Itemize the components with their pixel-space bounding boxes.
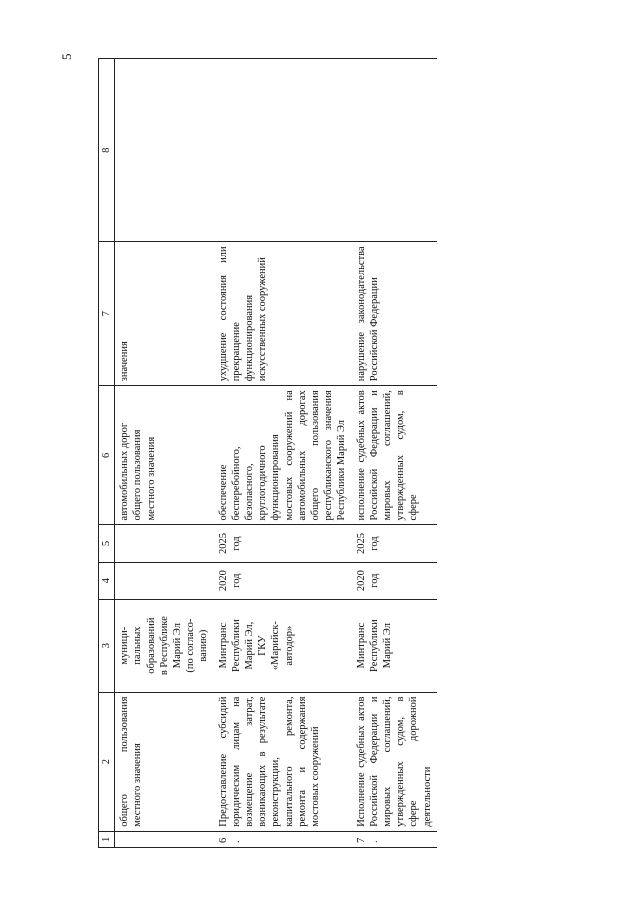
indicator-link: [214, 59, 352, 242]
start-year: 2020 год: [214, 562, 352, 599]
start-year: [115, 562, 214, 599]
column-header: 6: [99, 386, 115, 525]
column-header: 4: [99, 562, 115, 599]
column-header: 3: [99, 599, 115, 692]
table-row: [115, 59, 214, 848]
table-row: [214, 59, 352, 848]
expected-result: автомобильных дорог общего пользования местного значения: [115, 386, 214, 525]
page-number: 5: [59, 53, 74, 60]
table-row: [352, 59, 437, 848]
measures-table: [98, 58, 437, 848]
column-header: 2: [99, 692, 115, 831]
non-implementation-consequence: ухудшение состояния или прекращение функционирования искусственных сооружений: [214, 242, 352, 386]
column-header: 8: [99, 59, 115, 242]
table-header-row: [99, 59, 115, 848]
start-year: 2020 год: [352, 562, 437, 599]
executor: муници- пальных образований в Республике Марий Эл (по согласо- ванию): [115, 599, 214, 692]
measure-name: Предоставление субсидий юридическим лицам на возмещение затрат, возникающих в результате реконструкции, капитального ремонта, ремонта и содержания мостовых сооружений: [214, 692, 352, 831]
end-year: [115, 525, 214, 562]
row-number: 7.: [352, 831, 437, 847]
indicator-link: [115, 59, 214, 242]
end-year: 2025 год: [352, 525, 437, 562]
indicator-link: [352, 59, 437, 242]
column-header: 1: [99, 831, 115, 847]
executor: Минтранс Республики Марий Эл: [352, 599, 437, 692]
row-number: [115, 831, 214, 847]
measure-name: общего пользования местного значения: [115, 692, 214, 831]
expected-result: исполнение судебных актов Российской Федерации и мировых соглашений, утвержденных судом, в сфере: [352, 386, 437, 525]
row-number: 6.: [214, 831, 352, 847]
executor: Минтранс Республики Марий Эл, ГКУ «Марийск- автодор»: [214, 599, 352, 692]
rotated-table-frame: [98, 58, 600, 848]
measure-name: Исполнение судебных актов Российской Федерации и мировых соглашений, утвержденных судом, в сфере дорожной деятельности: [352, 692, 437, 831]
non-implementation-consequence: значения: [115, 242, 214, 386]
column-header: 5: [99, 525, 115, 562]
end-year: 2025 год: [214, 525, 352, 562]
expected-result: обеспечение бесперебойного, безопасного, круглогодичного функционирования мостовых сооружений на автомобильных дорогах общего пользования республиканского значения Республики Марий Эл: [214, 386, 352, 525]
non-implementation-consequence: нарушение законодательства Российской Федерации: [352, 242, 437, 386]
column-header: 7: [99, 242, 115, 386]
